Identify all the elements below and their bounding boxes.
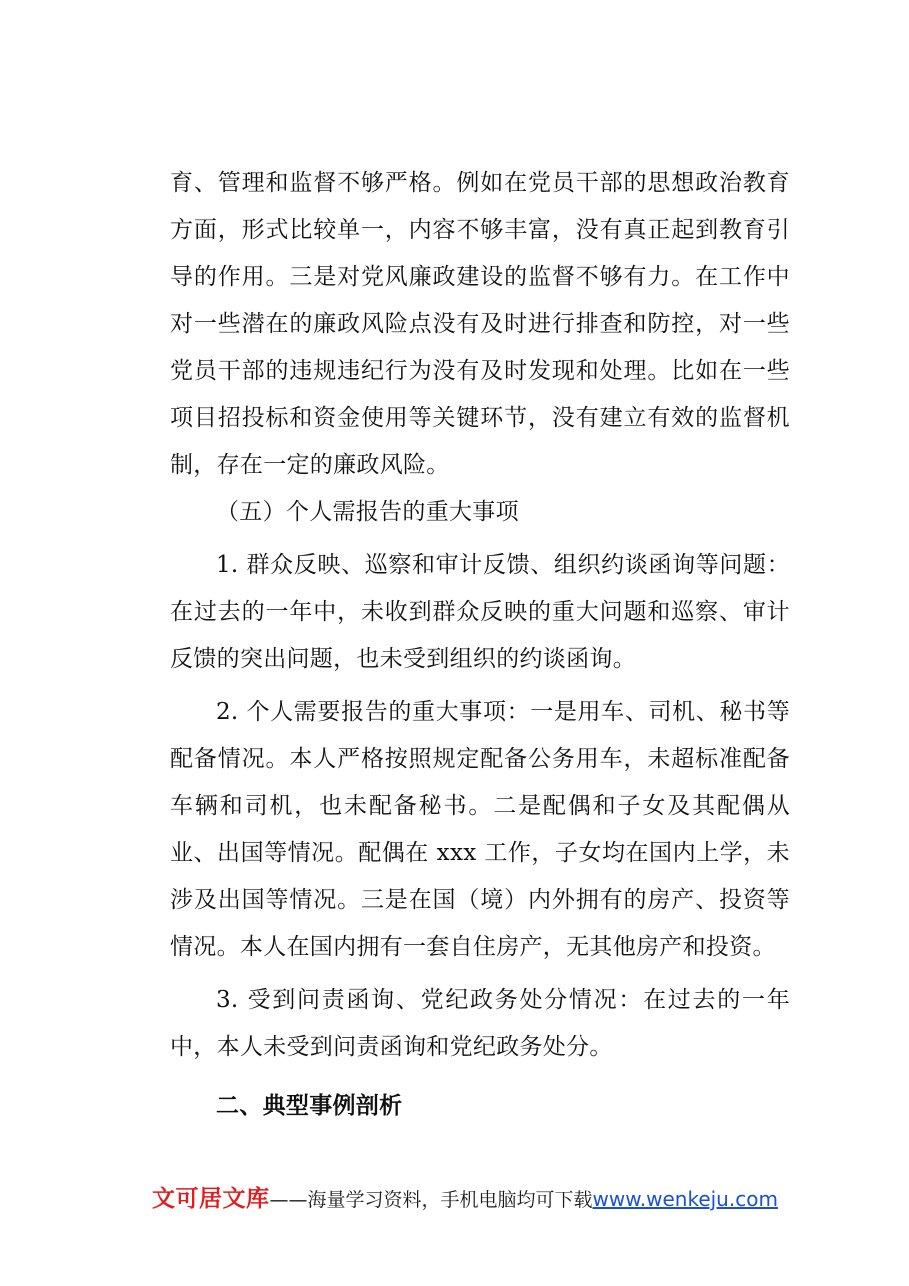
paragraph-item-3: 3. 受到问责函询、党纪政务处分情况：在过去的一年中，本人未受到问责函询和党纪政务处分。 xyxy=(170,987,790,1060)
footer-url-link[interactable]: www.wenkeju.com xyxy=(592,1187,778,1211)
footer-banner xyxy=(152,1180,802,1214)
footer-tagline: ——海量学习资料，手机电脑均可下载 xyxy=(269,1189,593,1211)
footer-brand: 文可居文库 xyxy=(152,1186,270,1212)
document-body xyxy=(170,160,790,1130)
paragraph-item-2: 2. 个人需要报告的重大事项：一是用车、司机、秘书等配备情况。本人严格按照规定配备公务用车，未超标准配备车辆和司机，也未配备秘书。二是配偶和子女及其配偶从业、出国等情况。配偶在 xxx 工作，子女均在国内上学，未涉及出国等情况。三是在国（境）内外拥有的房产、投资等情况。本人在国内拥有一套自住房产，无其他房产和投资。 xyxy=(170,699,790,960)
subsection-title: （五）个人需报告的重大事项 xyxy=(216,499,519,525)
paragraph-continuation: 育、管理和监督不够严格。例如在党员干部的思想政治教育方面，形式比较单一，内容不够丰富，没有真正起到教育引导的作用。三是对党风廉政建设的监督不够有力。在工作中对一些潜在的廉政风险点没有及时进行排查和防控，对一些党员干部的违规违纪行为没有及时发现和处理。比如在一些项目招投标和资金使用等关键环节，没有建立有效的监督机制，存在一定的廉政风险。 xyxy=(170,170,790,478)
paragraph-item-1: 1. 群众反映、巡察和审计反馈、组织约谈函询等问题：在过去的一年中，未收到群众反映的重大问题和巡察、审计反馈的突出问题，也未受到组织的约谈函询。 xyxy=(170,552,790,672)
section-heading: 二、典型事例剖析 xyxy=(216,1093,403,1119)
